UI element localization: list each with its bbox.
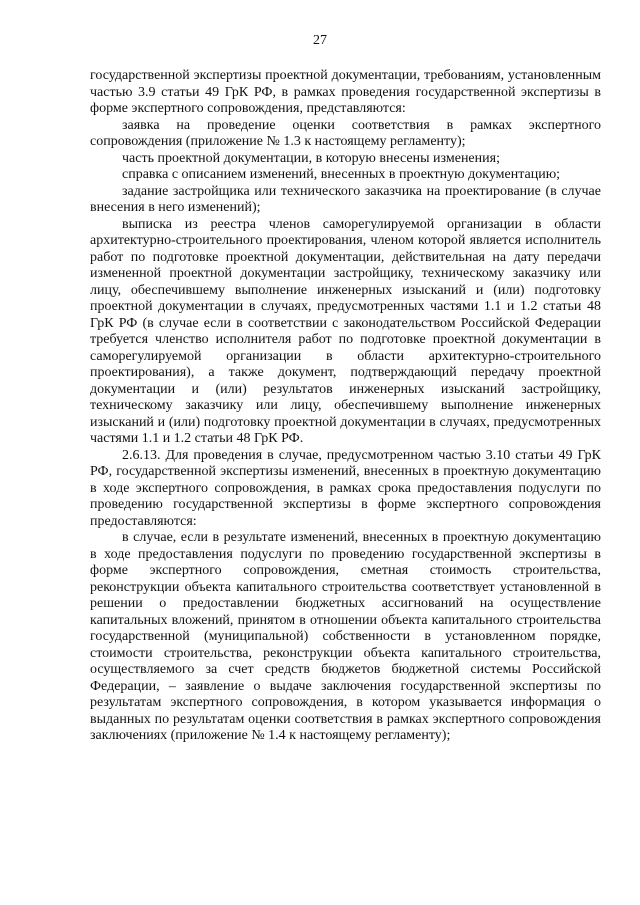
page-number: 27	[313, 33, 327, 48]
document-body	[90, 68, 601, 745]
paragraph-sro-register-extract: выписка из реестра членов саморегулируемой организации в области архитектурно-строительного проектирования, членом которой является исполнитель работ по подготовке проектной документации, действительная на дату передачи измененной проектной документации застройщику, техническому заказчику или лицу, обеспечившему выполнение инженерных изысканий и (или) подготовку проектной документации в случаях, предусмотренных частями 1.1 и 1.2 статьи 48 ГрК РФ (в случае если в соответствии с законодательством Российской Федерации требуется членство исполнителя работ по подготовке проектной документации в саморегулируемой организации в области архитектурно-строительного проектирования), а также документ, подтверждающий передачу проектной документации и (или) результатов инженерных изысканий застройщику, техническому заказчику или лицу, обеспечившему выполнение инженерных изысканий и (или) подготовку проектной документации в случаях, предусмотренных частями 1.1 и 1.2 статьи 48 ГрК РФ.	[90, 216, 601, 446]
paragraph-design-assignment: задание застройщика или технического заказчика на проектирование (в случае внесения в него изменений);	[90, 183, 601, 215]
paragraph-changed-documentation: часть проектной документации, в которую внесены изменения;	[122, 150, 500, 166]
paragraph-conclusion-request: в случае, если в результате изменений, внесенных в проектную документацию в ходе предоставления подуслуги по проведению государственной экспертизы в форме экспертного сопровождения, сметная стоимость строительства, реконструкции объекта капитального строительства соответствует установленной в решении о предоставлении бюджетных ассигнований на осуществление капитальных вложений, принятом в отношении объекта капитального строительства государственной (муниципальной) собственности в установленном порядке, стоимости строительства, реконструкции объекта капитального строительства, осуществляемого за счет средств бюджетов бюджетной системы Российской Федерации, – заявление о выдаче заключения государственной экспертизы по результатам экспертного сопровождения, в котором указывается информация о выданных по результатам оценки соответствия в рамках экспертного сопровождения заключениях (приложение № 1.4 к настоящему регламенту);	[90, 530, 601, 743]
paragraph-application-request: заявка на проведение оценки соответствия в рамках экспертного сопровождения (приложение № 1.3 к настоящему регламенту);	[90, 117, 601, 149]
paragraph-section-2-6-13: 2.6.13. Для проведения в случае, предусмотренном частью 3.10 статьи 49 ГрК РФ, государственной экспертизы изменений, внесенных в проектную документацию в ходе экспертного сопровождения, в рамках срока предоставления подуслуги по проведению государственной экспертизы в форме экспертного сопровождения предоставляются:	[90, 447, 601, 529]
paragraph-continuation: государственной экспертизы проектной документации, требованиям, установленным частью 3.9 статьи 49 ГрК РФ, в рамках проведения государственной экспертизы в форме экспертного сопровождения, представляются:	[90, 68, 601, 116]
paragraph-changes-certificate: справка с описанием изменений, внесенных в проектную документацию;	[122, 167, 561, 182]
